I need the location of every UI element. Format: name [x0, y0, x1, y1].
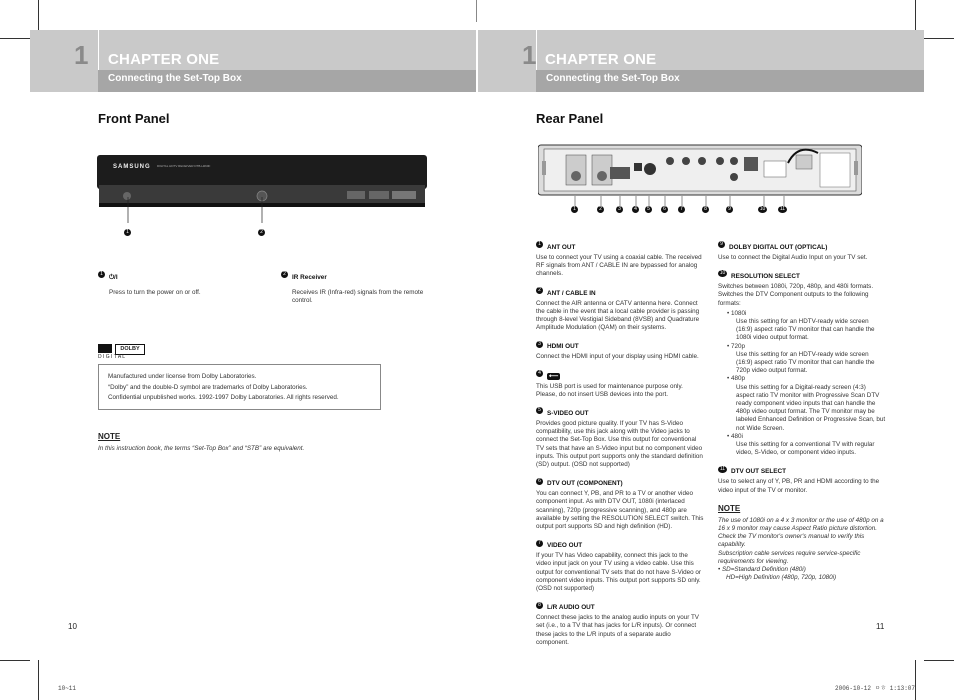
callout-5: 5 — [645, 206, 652, 213]
item-text: You can connect Y, PB, and PR to a TV or another video component input. As with DTV OUT, 1080i (interlaced scanning), 720p (progressive scanning), and 480p are available by setting the RESOLUTION SELECT switch. This output port supports SD and high definition (HD). — [536, 490, 704, 531]
rear-items-col1 — [536, 236, 704, 650]
page-number-right: 11 — [876, 622, 885, 631]
item-text: If your TV has Video capability, connect this jack to the video input jack on your TV using a video cable. Use this output for conventional TV sets that do not have S-Video or component video inputs. This output port supports SD only. (OSD not supported) — [536, 552, 701, 593]
rear-item: 3 HDMI OUT Connect the HDMI input of your display using HDMI cable. — [536, 335, 704, 361]
dolby-license-box — [98, 364, 381, 410]
section-title-front-panel: Front Panel — [98, 111, 170, 126]
format-item: • 480i Use this setting for a conventional TV with regular video, S-Video, or component video inputs. — [727, 432, 875, 457]
rear-item: 1 ANT OUT Use to connect your TV using a coaxial cable. The received RF signals from ANT / CABLE IN are bypassed for analog channels. — [536, 236, 704, 279]
dolby-logo-sub: D I G I T A L — [98, 354, 126, 360]
dolby-digital-logo — [98, 344, 146, 362]
dolby-logo-text: DOLBY — [115, 344, 145, 355]
item-text: Switches between 1080i, 720p, 480p, and 480i formats. Switches the DTV Component outputs to the following formats: — [718, 283, 874, 307]
device-model: DIGITAL HDTV RECEIVER DTB-H260F — [157, 164, 211, 168]
chapter-subtitle-bar — [536, 70, 924, 92]
right-note-title: NOTE — [718, 503, 741, 513]
item-label: VIDEO OUT — [547, 542, 583, 550]
item-label: IR Receiver — [292, 274, 327, 281]
device-brand: SAMSUNG — [113, 164, 151, 170]
callout-10: 10 — [759, 206, 766, 212]
item-text: Use to connect your TV using a coaxial cable. The received RF signals from ANT / CABLE IN are bypassed for analog channels. — [536, 254, 702, 278]
right-note-line-1: The use of 1080i on a 4 x 3 monitor or the use of 480p on a 16 x 9 monitor may cause Aspect Ratio picture distortion. — [718, 516, 884, 533]
format-item: • 480p Use this setting for a Digital-ready screen (4:3) aspect ratio TV monitor with Progressive Scan DTV ready component video inputs that can handle the 480p video output format. The TV monitor may be labeled Enhanced Definition or Progressive Scan, but not Wide Screen. — [727, 375, 886, 432]
callout-3: 3 — [616, 206, 623, 213]
chapter-number: 1 — [74, 40, 89, 70]
rear-item: 4 ⟵ This USB port is used for maintenance purpose only. Please, do not insert USB devices into the port. — [536, 365, 704, 399]
item-text: Use to select any of Y, PB, PR and HDMI according to the video input of the TV or monitor. — [718, 478, 880, 494]
callout-8: 8 — [702, 206, 709, 213]
chapter-number: 1 — [522, 40, 537, 70]
right-note-line-2: Check the TV monitor's owner's manual to verify this capability. — [718, 533, 865, 549]
format-list — [727, 310, 886, 458]
rear-callouts — [570, 206, 810, 216]
usb-icon: ⟵ — [549, 372, 559, 380]
chapter-subtitle: Connecting the Set-Top Box — [108, 73, 242, 84]
dolby-line-1: Manufactured under license from Dolby Laboratories. — [108, 373, 257, 380]
callout-1: 1 — [124, 224, 135, 242]
rear-item: 2 ANT / CABLE IN Connect the AIR antenna or CATV antenna here. Connect the cable in the event that a local cable provider is passing through 8-level Vestigial Sideband (8VSB) and Quadrature Amplitude Modulation (QAM) on their systems. — [536, 282, 704, 333]
rear-item: 6 DTV OUT (COMPONENT) You can connect Y, PB, and PR to a TV or another video component input. As with DTV OUT, 1080i (interlaced scanning), 720p (progressive scanning), and 480p are available by setting the RESOLUTION SELECT switch. This output port supports SD and high definition (HD). — [536, 477, 704, 531]
callout-2: 2 — [597, 206, 604, 213]
item-label: RESOLUTION SELECT — [731, 273, 800, 281]
item-text: Use to connect the Digital Audio Input on your TV set. — [718, 254, 868, 261]
front-item-power: 1 ⏻/I Press to turn the power on or off. — [98, 266, 268, 297]
item-label: DOLBY DIGITAL OUT (OPTICAL) — [729, 244, 828, 251]
callout-2: 2 — [258, 224, 269, 242]
callout-4: 4 — [632, 206, 639, 213]
rear-item: 5 S-VIDEO OUT Provides good picture quality. If your TV has S-Video compatibility, use this jack along with the Video jacks to connect the Set-Top Box. Use this output for conventional TV sets that have an S-Video input but no component video inputs. This output port supports only the standard definition (SD) output. (OSD not supported) — [536, 407, 703, 469]
item-label: S-VIDEO OUT — [547, 410, 589, 418]
section-title-rear-panel: Rear Panel — [536, 111, 604, 126]
item-text: Press to turn the power on or off. — [109, 289, 201, 296]
item-label: ANT OUT — [547, 244, 576, 251]
rear-item: 11 DTV OUT SELECT Use to select any of Y, PB, PR and HDMI according to the video input of the TV or monitor. — [718, 460, 886, 494]
callout-7: 7 — [678, 206, 685, 213]
callout-1: 1 — [571, 206, 578, 213]
item-label: HDMI OUT — [547, 343, 579, 351]
rear-item: 10 RESOLUTION SELECT Switches between 1080i, 720p, 480p, and 480i formats. Switches the DTV Component outputs to the following formats: — [718, 265, 886, 308]
item-label: DTV OUT (COMPONENT) — [547, 480, 623, 488]
rear-item: 8 L/R AUDIO OUT Connect these jacks to the analog audio inputs on your TV set (i.e., to a TV that has jacks for L/R inputs). Or connect these jacks to the L/R inputs of a separate audio component. — [536, 596, 704, 647]
chapter-subtitle: Connecting the Set-Top Box — [546, 73, 680, 84]
right-chapter-band — [478, 30, 924, 92]
right-note-bullet-2: HD=High Definition (480p, 720p, 1080i) — [726, 574, 837, 582]
right-note-bullet-1: • SD=Standard Definition (480i) — [718, 566, 806, 574]
callout-6: 6 — [661, 206, 668, 213]
page-number-left: 10 — [68, 622, 77, 631]
right-note-line-3: Subscription cable services require service-specific requirements for viewing. — [718, 549, 861, 565]
item-text: Connect the HDMI input of your display using HDMI cable. — [536, 353, 699, 361]
footer-right: 2006-10-12 ㅇㅎ 1:13:07 — [835, 685, 916, 692]
item-text: Receives IR (Infra-red) signals from the remote control. — [292, 289, 424, 305]
format-item: • 1080i Use this setting for an HDTV-ready wide screen (16:9) aspect ratio TV monitor that can handle the 1080i video output format. — [727, 309, 875, 342]
front-item-ir: 2 IR Receiver Receives IR (Infra-red) signals from the remote control. — [281, 266, 441, 305]
chapter-title: CHAPTER ONE — [545, 51, 657, 68]
item-label: DTV OUT SELECT — [731, 468, 787, 476]
chapter-title: CHAPTER ONE — [108, 51, 220, 68]
item-text: Connect these jacks to the analog audio inputs on your TV set (i.e., to a TV that has jacks for L/R inputs). Or connect these jacks to the L/R inputs of a separate audio component. — [536, 614, 700, 646]
dolby-line-2: “Dolby” and the double-D symbol are trademarks of Dolby Laboratories. — [108, 384, 308, 391]
rear-panel-illustration — [538, 143, 862, 197]
item-label: ANT / CABLE IN — [547, 289, 596, 297]
callout-9: 9 — [726, 206, 733, 213]
rear-item: 7 VIDEO OUT If your TV has Video capability, connect this jack to the video input jack on your TV using a video cable. Use this output for conventional TV sets that do not have S-Video or component video inputs. This output port supports SD only. (OSD not supported) — [536, 534, 704, 593]
rear-item: 9 DOLBY DIGITAL OUT (OPTICAL) Use to connect the Digital Audio Input on your TV set. — [718, 236, 886, 262]
rear-items-col2 — [718, 236, 886, 583]
item-label: L/R AUDIO OUT — [547, 604, 595, 612]
format-item: • 720p Use this setting for an HDTV-ready wide screen (16:9) aspect ratio TV monitor that can handle the 720p video output format. — [727, 342, 875, 375]
chapter-subtitle-bar — [98, 70, 476, 92]
left-note-text: In this instruction book, the terms “Set-Top Box” and “STB” are equivalent. — [98, 445, 305, 452]
footer-left: 10~11 — [58, 685, 77, 692]
left-note-title: NOTE — [98, 432, 121, 441]
item-text: This USB port is used for maintenance purpose only. Please, do not insert USB devices into the port. — [536, 382, 683, 398]
item-text: Connect the AIR antenna or CATV antenna here. Connect the cable in the event that a local cable provider is passing through 8-level Vestigial Sideband (8VSB) and Quadrature Amplitude Modulation (QAM) on their systems. — [536, 299, 700, 332]
left-chapter-band — [30, 30, 476, 92]
item-text: Provides good picture quality. If your TV has S-Video compatibility, use this jack along with the Video jacks to connect the Set-Top Box. Use this output for conventional TV sets that have an S-Video input but no component video inputs. This output port supports only the standard definition (SD) output. (OSD not supported) — [536, 420, 703, 469]
item-label: ⏻/I — [109, 274, 118, 281]
callout-11: 11 — [779, 206, 786, 212]
dolby-line-3: Confidential unpublished works. 1992-1997 Dolby Laboratories. All rights reserved. — [108, 394, 339, 401]
